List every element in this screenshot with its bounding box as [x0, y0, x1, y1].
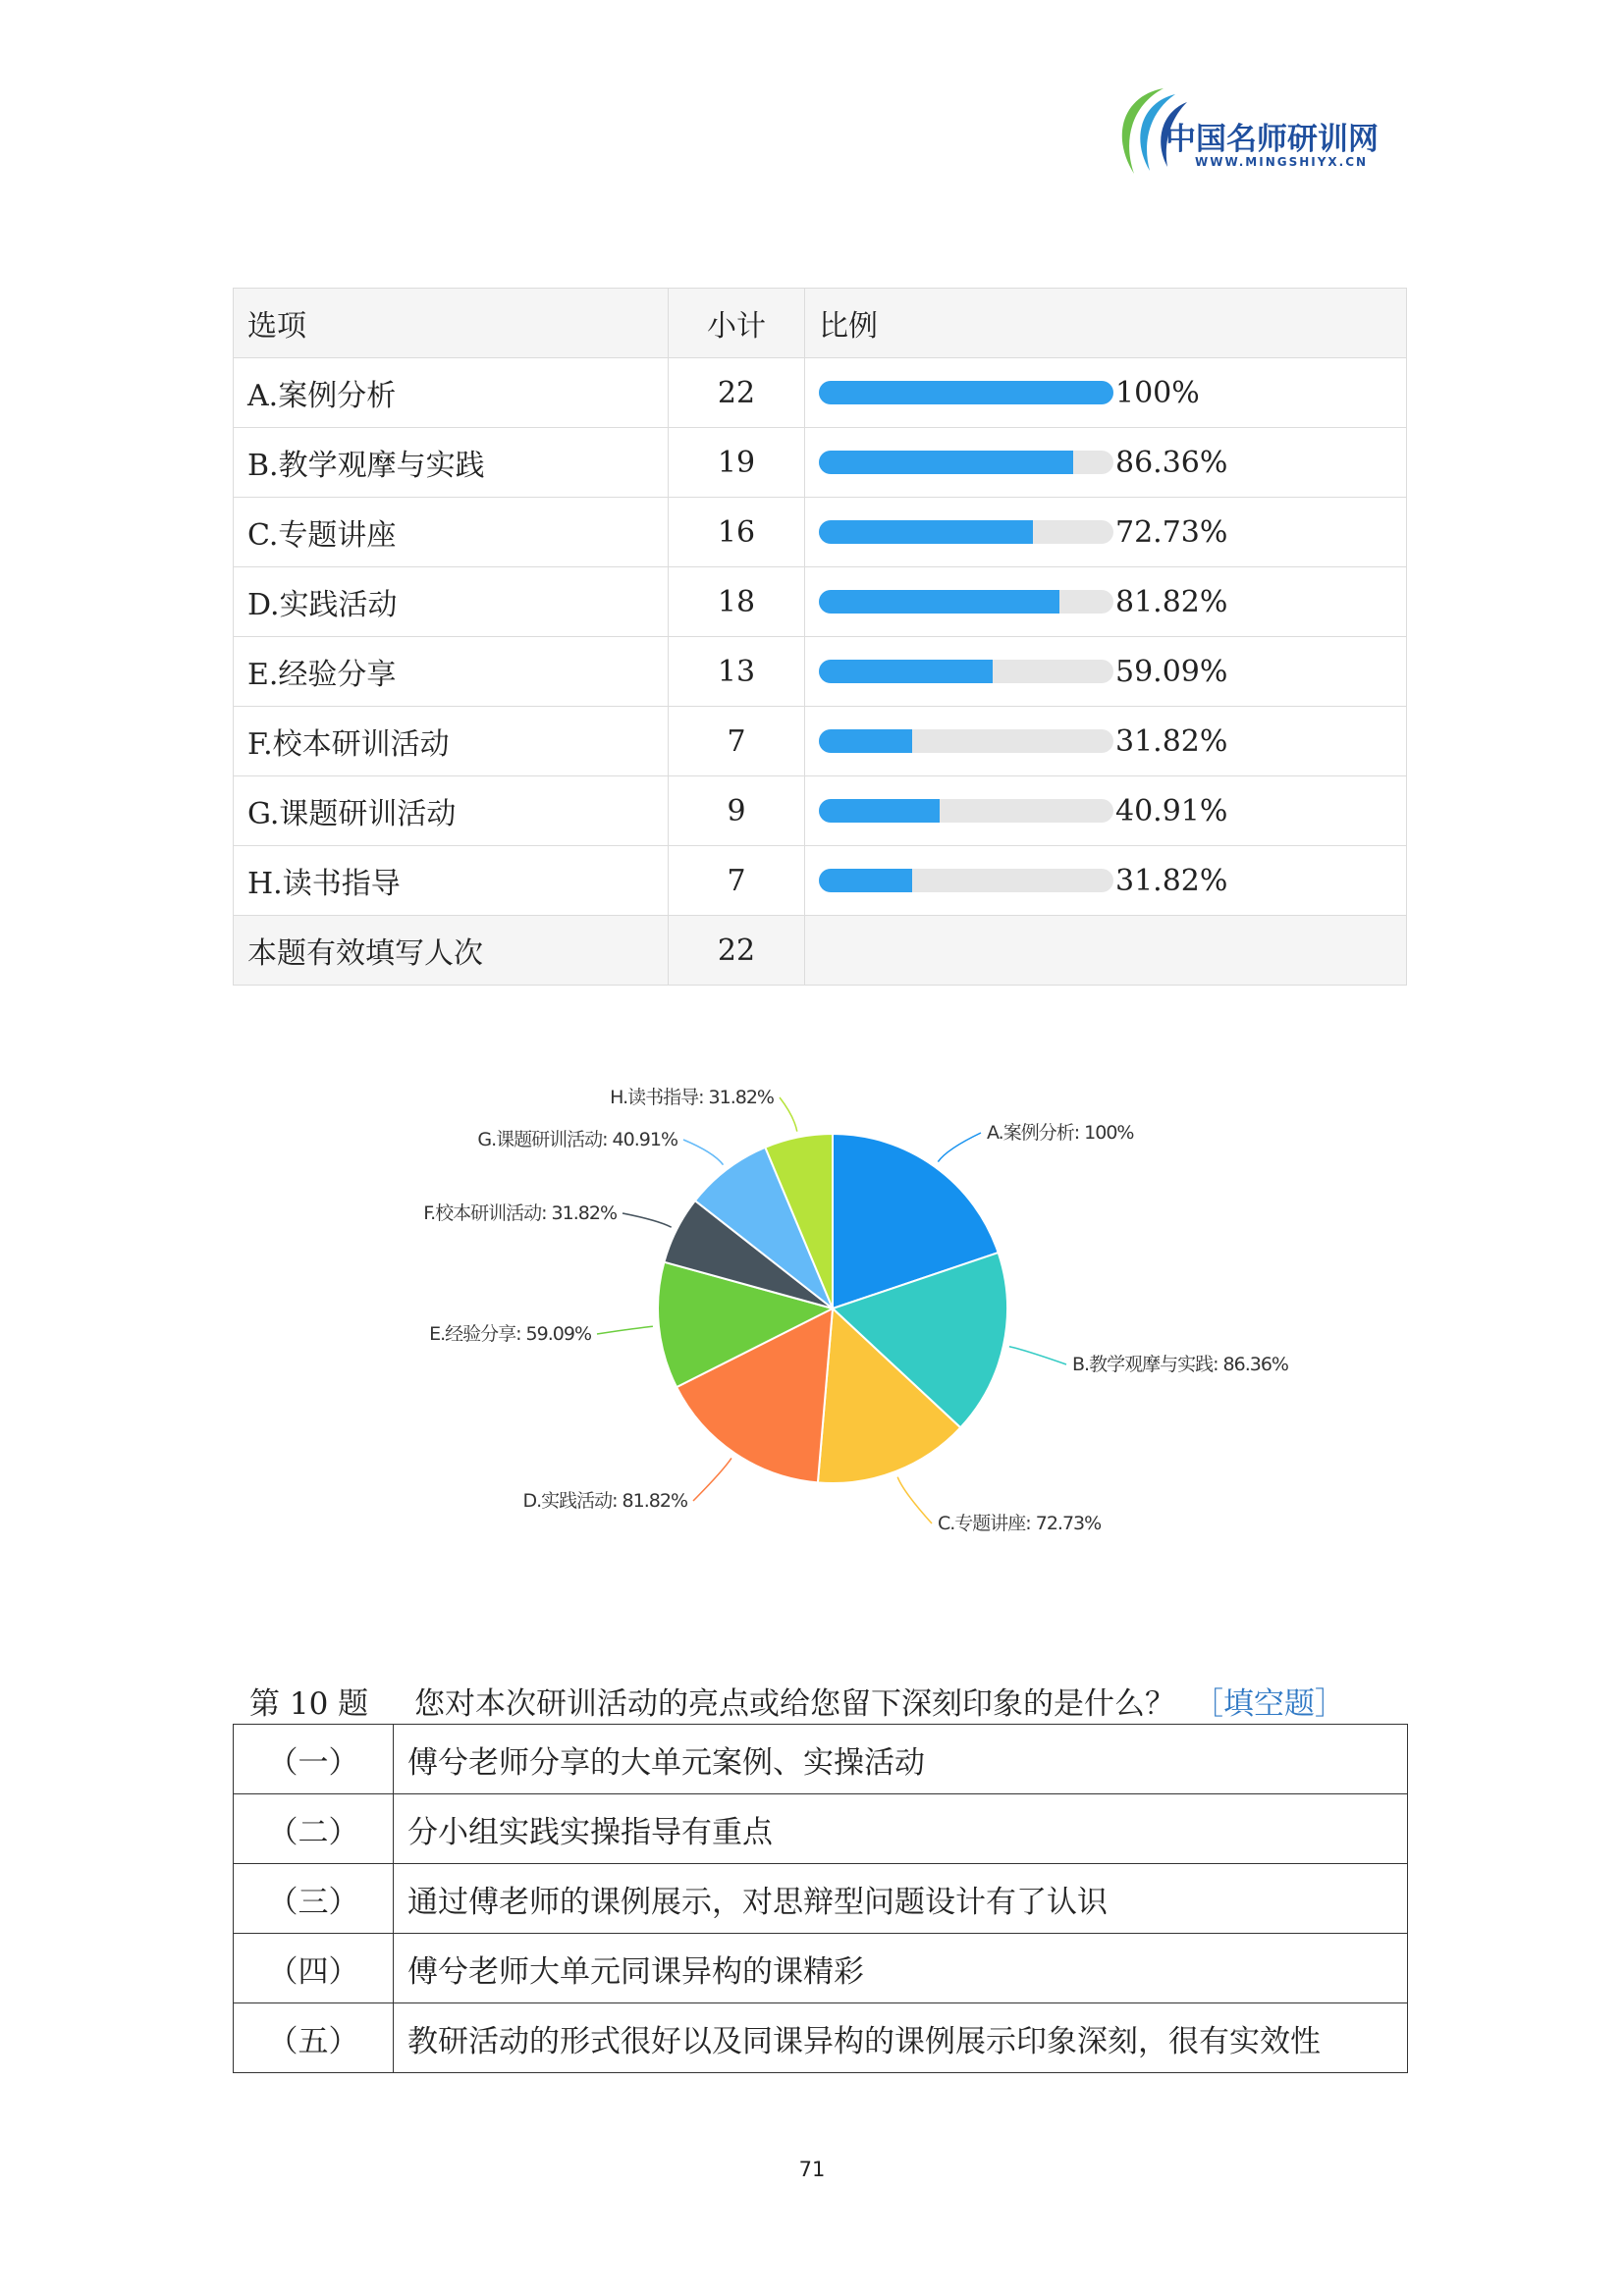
row-ratio — [805, 707, 1407, 776]
question-text: 您对本次研训活动的亮点或给您留下深刻印象的是什么？ — [414, 1686, 1175, 1722]
pie-label: D.实践活动: 81.82% — [522, 1490, 687, 1512]
question-number: 第 10 题 — [249, 1686, 369, 1722]
ratio-bar — [819, 520, 1113, 544]
pie-label: G.课题研训活动: 40.91% — [477, 1129, 677, 1150]
pie-leader-line — [693, 1458, 731, 1501]
answer-row — [234, 1864, 1408, 1934]
row-count: 22 — [669, 358, 805, 428]
logo-url: WWW.MINGSHIYX.CN — [1195, 155, 1369, 169]
answer-number: （二） — [234, 1794, 394, 1864]
pie-leader-line — [683, 1140, 724, 1165]
row-option: B.教学观摩与实践 — [234, 428, 669, 498]
pie-label: C.专题讲座: 72.73% — [938, 1513, 1102, 1534]
total-label: 本题有效填写人次 — [234, 916, 669, 986]
ratio-bar — [819, 799, 1113, 823]
pie-leader-line — [780, 1097, 797, 1132]
question-title — [249, 1679, 1408, 1723]
table-row — [234, 428, 1407, 498]
row-ratio — [805, 428, 1407, 498]
ratio-percent: 31.82% — [1115, 863, 1228, 898]
pie-label: B.教学观摩与实践: 86.36% — [1072, 1354, 1288, 1375]
row-count: 19 — [669, 428, 805, 498]
row-count: 18 — [669, 567, 805, 637]
answer-row — [234, 2003, 1408, 2073]
table-row — [234, 498, 1407, 567]
row-count: 7 — [669, 846, 805, 916]
row-option: F.校本研训活动 — [234, 707, 669, 776]
total-count: 22 — [669, 916, 805, 986]
row-count: 7 — [669, 707, 805, 776]
ratio-percent: 81.82% — [1115, 584, 1228, 619]
pie-leader-line — [597, 1326, 653, 1334]
answer-text: 傅兮老师分享的大单元案例、实操活动 — [394, 1725, 1408, 1794]
row-option: G.课题研训活动 — [234, 776, 669, 846]
ratio-bar — [819, 381, 1113, 404]
ratio-bar-fill — [819, 451, 1073, 474]
row-ratio — [805, 358, 1407, 428]
total-empty — [805, 916, 1407, 986]
answer-text: 教研活动的形式很好以及同课异构的课例展示印象深刻，很有实效性 — [394, 2003, 1408, 2073]
row-ratio — [805, 498, 1407, 567]
ratio-bar-fill — [819, 381, 1113, 404]
table-row — [234, 358, 1407, 428]
ratio-bar — [819, 451, 1113, 474]
answer-number: （四） — [234, 1934, 394, 2003]
row-option: D.实践活动 — [234, 567, 669, 637]
answer-row — [234, 1934, 1408, 2003]
row-option: H.读书指导 — [234, 846, 669, 916]
answer-number: （一） — [234, 1725, 394, 1794]
ratio-percent: 40.91% — [1115, 793, 1228, 828]
ratio-bar — [819, 869, 1113, 892]
ratio-bar-fill — [819, 660, 993, 683]
question-type: ［填空题］ — [1193, 1686, 1345, 1722]
table-header-row — [234, 289, 1407, 358]
row-ratio — [805, 637, 1407, 707]
table-row — [234, 637, 1407, 707]
ratio-percent: 59.09% — [1115, 654, 1228, 689]
ratio-bar — [819, 590, 1113, 614]
header-option: 选项 — [234, 289, 669, 358]
ratio-bar-fill — [819, 869, 912, 892]
ratio-percent: 72.73% — [1115, 514, 1228, 550]
page-number: 71 — [798, 2158, 826, 2181]
answer-number: （五） — [234, 2003, 394, 2073]
pie-leader-line — [1009, 1347, 1066, 1364]
ratio-bar — [819, 660, 1113, 683]
ratio-bar-fill — [819, 729, 912, 753]
logo-name: 中国名师研训网 — [1165, 122, 1379, 157]
answer-text: 傅兮老师大单元同课异构的课精彩 — [394, 1934, 1408, 2003]
ratio-bar — [819, 729, 1113, 753]
stats-table — [233, 288, 1407, 986]
ratio-bar-fill — [819, 799, 940, 823]
answer-row — [234, 1794, 1408, 1864]
row-ratio — [805, 776, 1407, 846]
table-row — [234, 567, 1407, 637]
ratio-percent: 31.82% — [1115, 723, 1228, 759]
ratio-percent: 86.36% — [1115, 445, 1228, 480]
pie-label: E.经验分享: 59.09% — [429, 1323, 591, 1345]
site-logo — [1105, 80, 1429, 179]
table-row — [234, 776, 1407, 846]
row-option: C.专题讲座 — [234, 498, 669, 567]
row-count: 9 — [669, 776, 805, 846]
pie-leader-line — [623, 1213, 672, 1227]
pie-label: H.读书指导: 31.82% — [610, 1087, 774, 1108]
pie-leader-line — [897, 1477, 932, 1523]
row-ratio — [805, 846, 1407, 916]
table-row — [234, 846, 1407, 916]
answer-number: （三） — [234, 1864, 394, 1934]
row-count: 16 — [669, 498, 805, 567]
answers-table — [233, 1724, 1408, 2073]
header-count: 小计 — [669, 289, 805, 358]
ratio-bar-fill — [819, 520, 1033, 544]
header-ratio: 比例 — [805, 289, 1407, 358]
answer-text: 通过傅老师的课例展示，对思辩型问题设计有了认识 — [394, 1864, 1408, 1934]
answer-text: 分小组实践实操指导有重点 — [394, 1794, 1408, 1864]
answer-row — [234, 1725, 1408, 1794]
pie-label: A.案例分析: 100% — [987, 1122, 1134, 1144]
table-total-row — [234, 916, 1407, 986]
ratio-bar-fill — [819, 590, 1059, 614]
pie-leader-line — [938, 1133, 981, 1162]
row-count: 13 — [669, 637, 805, 707]
row-option: A.案例分析 — [234, 358, 669, 428]
row-option: E.经验分享 — [234, 637, 669, 707]
pie-chart — [383, 1060, 1288, 1610]
ratio-percent: 100% — [1115, 375, 1200, 410]
pie-label: F.校本研训活动: 31.82% — [423, 1202, 617, 1224]
row-ratio — [805, 567, 1407, 637]
table-row — [234, 707, 1407, 776]
